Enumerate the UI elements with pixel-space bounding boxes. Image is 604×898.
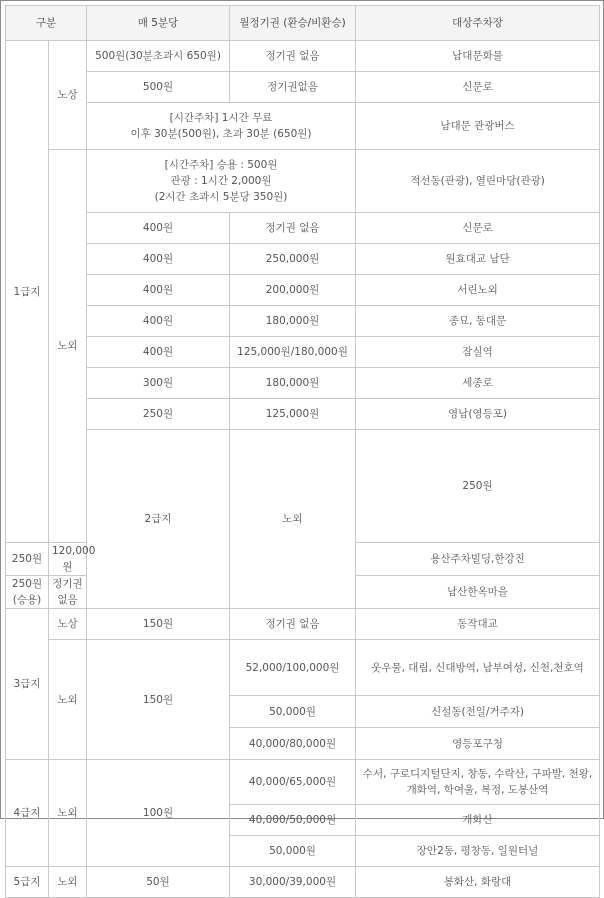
table-row (6, 150, 600, 213)
pass-cell: 40,000/65,000원 (230, 760, 356, 805)
table-row (6, 609, 600, 640)
table-row (6, 368, 600, 399)
grade-cell: 2급지 (87, 430, 230, 609)
grade-cell: 3급지 (6, 609, 49, 760)
fee-cell: 300원 (87, 368, 230, 399)
lot-cell: 세종로 (356, 368, 600, 399)
lot-cell: 남대문 관광버스 (356, 103, 600, 150)
grade-cell: 5급지 (6, 867, 49, 898)
type-cell: 노상 (49, 41, 87, 150)
lot-cell: 남대문화물 (356, 41, 600, 72)
pass-cell: 250,000원 (230, 244, 356, 275)
table-row (6, 213, 600, 244)
fee-cell: 400원 (87, 337, 230, 368)
table-row (6, 244, 600, 275)
pass-cell: 50,000원 (230, 696, 356, 728)
pass-cell: 180,000원 (230, 306, 356, 337)
fee-cell: 250원 (356, 430, 600, 543)
pass-cell: 40,000/80,000원 (230, 728, 356, 760)
pass-cell: 40,000/50,000원 (230, 805, 356, 836)
pass-cell: 200,000원 (230, 275, 356, 306)
lot-cell: 웃우물, 대림, 신대방역, 남부여성, 신천,천호역 (356, 640, 600, 696)
lot-cell: 적선동(관광), 열린마당(관광) (356, 150, 600, 213)
type-cell: 노외 (49, 150, 87, 543)
pass-cell: 30,000/39,000원 (230, 867, 356, 898)
pass-cell: 정기권 없음 (49, 576, 87, 609)
fee-cell: 500원(30분초과시 650원) (87, 41, 230, 72)
table-row (6, 399, 600, 430)
fee-cell: 50원 (87, 867, 230, 898)
table-row (6, 337, 600, 368)
fee-cell: 400원 (87, 306, 230, 337)
header-pass: 월정기권 (환승/비환승) (230, 6, 356, 41)
header-lot: 대상주차장 (356, 6, 600, 41)
fee-cell: [시간주차] 1시간 무료 이후 30분(500원), 초과 30분 (650원) (87, 103, 356, 150)
lot-cell: 동작대교 (356, 609, 600, 640)
lot-cell: 용산주차빌딩,한강진 (356, 543, 600, 576)
pass-cell: 52,000/100,000원 (230, 640, 356, 696)
grade-cell: 1급지 (6, 41, 49, 543)
table-header-row (6, 6, 600, 41)
fee-cell: 150원 (87, 609, 230, 640)
pass-cell: 정기권 없음 (230, 41, 356, 72)
table-row (6, 103, 600, 150)
lot-cell: 영등포구청 (356, 728, 600, 760)
pass-cell: 정기권 없음 (230, 609, 356, 640)
lot-cell: 신문로 (356, 213, 600, 244)
fee-cell: 250원(승용) (6, 576, 49, 609)
type-cell: 노외 (49, 640, 87, 760)
fee-cell: 100원 (87, 760, 230, 867)
fee-cell: 250원 (87, 399, 230, 430)
table-row (6, 306, 600, 337)
header-fee: 매 5분당 (87, 6, 230, 41)
lot-cell: 잠실역 (356, 337, 600, 368)
table-row (6, 640, 600, 696)
table-row (6, 430, 600, 543)
grade-cell: 4급지 (6, 760, 49, 867)
lot-cell: 서린노외 (356, 275, 600, 306)
lot-cell: 신문로 (356, 72, 600, 103)
fee-cell: 400원 (87, 275, 230, 306)
lot-cell: 남산한옥마을 (356, 576, 600, 609)
lot-cell: 원효대교 남단 (356, 244, 600, 275)
lot-cell: 수서, 구로디지털단지, 창동, 수락산, 구파발, 천왕, 개화역, 학여울, 복정, 도봉산역 (356, 760, 600, 805)
fee-cell: 400원 (87, 213, 230, 244)
fee-cell: 250원 (6, 543, 49, 576)
fee-cell: [시간주차] 승용 : 500원 관광 : 1시간 2,000원 (2시간 초과시 5분당 350원) (87, 150, 356, 213)
lot-cell: 종묘, 동대문 (356, 306, 600, 337)
lot-cell: 개화산 (356, 805, 600, 836)
type-cell: 노외 (49, 760, 87, 867)
lot-cell: 신설동(전일/거주자) (356, 696, 600, 728)
fee-cell: 400원 (87, 244, 230, 275)
header-category: 구분 (6, 6, 87, 41)
type-cell: 노외 (230, 430, 356, 609)
type-cell: 노상 (49, 609, 87, 640)
table-row (6, 760, 600, 805)
pass-cell: 정기권없음 (230, 72, 356, 103)
table-row (6, 41, 600, 72)
lot-cell: 영남(영등포) (356, 399, 600, 430)
pass-cell: 120,000원 (49, 543, 87, 576)
table-row (6, 867, 600, 898)
table-row (6, 275, 600, 306)
table-row (6, 72, 600, 103)
lot-cell: 장안2동, 평창동, 일원터널 (356, 836, 600, 867)
pass-cell: 50,000원 (230, 836, 356, 867)
fee-cell: 150원 (87, 640, 230, 760)
parking-fee-table (5, 5, 600, 898)
fee-cell: 500원 (87, 72, 230, 103)
lot-cell: 봉화산, 화랑대 (356, 867, 600, 898)
type-cell: 노외 (49, 867, 87, 898)
pass-cell: 정기권 없음 (230, 213, 356, 244)
pass-cell: 180,000원 (230, 368, 356, 399)
pass-cell: 125,000원 (230, 399, 356, 430)
pass-cell: 125,000원/180,000원 (230, 337, 356, 368)
